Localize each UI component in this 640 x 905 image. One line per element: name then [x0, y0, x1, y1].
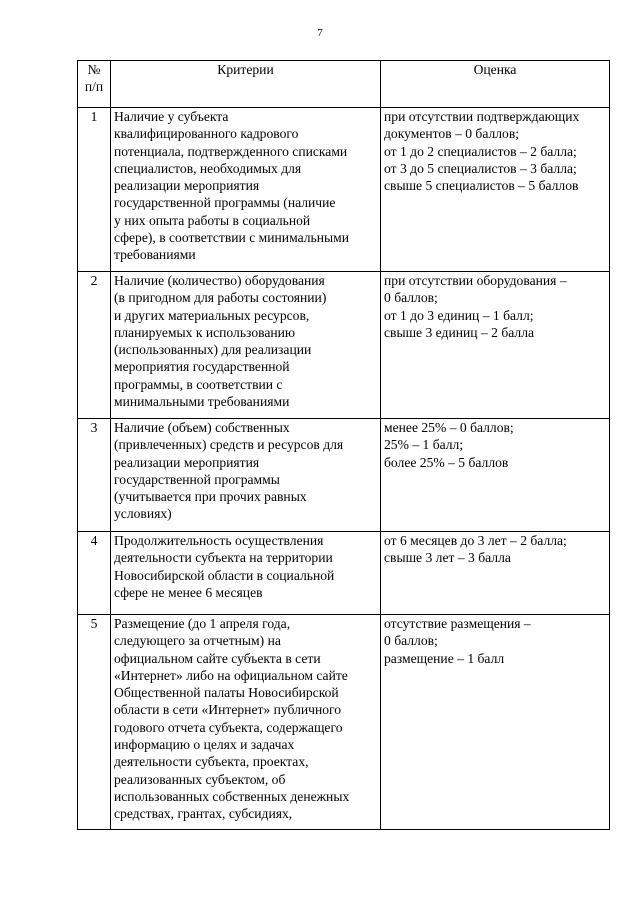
criteria-line: (привлеченных) средств и ресурсов для — [114, 437, 344, 453]
score-line: от 1 до 2 специалистов – 2 балла; — [384, 143, 577, 159]
criteria-line: Наличие (объем) собственных — [114, 420, 290, 435]
row-number: 4 — [78, 532, 111, 615]
criteria-line: области в сети «Интернет» публичного — [114, 702, 342, 718]
score-line: свыше 3 единиц – 2 балла — [384, 324, 535, 340]
criteria-line: Наличие у субъекта — [114, 109, 229, 124]
score-cell — [381, 272, 610, 419]
criteria-line: (в пригодном для работы состоянии) — [114, 290, 327, 306]
criteria-line: сфере), в соответствии с минимальными — [114, 230, 350, 246]
criteria-line: официальном сайте субъекта в сети — [114, 650, 321, 666]
criteria-line: квалифицированного кадрового — [114, 126, 299, 142]
score-line: от 6 месяцев до 3 лет – 2 балла; — [384, 533, 567, 548]
criteria-line: (использованных) для реализации — [114, 342, 312, 358]
criteria-line: программы, в соответствии с — [114, 376, 283, 392]
criteria-line: реализации мероприятия — [114, 454, 260, 470]
criteria-cell — [111, 532, 381, 615]
row-number: 1 — [78, 108, 111, 272]
criteria-line: планируемых к использованию — [114, 324, 296, 340]
criteria-line: специалистов, необходимых для — [114, 160, 302, 176]
criteria-line: минимальными требованиями — [114, 394, 290, 410]
criteria-line: государственной программы — [114, 471, 280, 487]
criteria-cell — [111, 108, 381, 272]
table-row — [78, 272, 610, 419]
header-number-line: п/п — [84, 79, 104, 95]
criteria-line: Продолжительность осуществления — [114, 533, 324, 548]
score-line: размещение – 1 балл — [384, 650, 505, 666]
score-line: 25% – 1 балл; — [384, 437, 464, 453]
header-score: Оценка — [381, 61, 610, 108]
table-row — [78, 108, 610, 272]
criteria-line: Общественной палаты Новосибирской — [114, 685, 339, 701]
criteria-line: использованных собственных денежных — [114, 788, 350, 804]
criteria-line: Наличие (количество) оборудования — [114, 273, 325, 288]
score-line: при отсутствии оборудования – — [384, 273, 567, 288]
criteria-cell — [111, 419, 381, 532]
score-line: свыше 3 лет – 3 балла — [384, 550, 511, 566]
header-number — [78, 61, 111, 108]
row-number: 3 — [78, 419, 111, 532]
score-line: при отсутствии подтверждающих — [384, 109, 580, 124]
table-row — [78, 419, 610, 532]
criteria-line: требованиями — [114, 247, 196, 263]
score-line: 0 баллов; — [384, 290, 438, 306]
criteria-line: «Интернет» либо на официальном сайте — [114, 667, 348, 683]
criteria-line: информацию о целях и задачах — [114, 737, 295, 753]
criteria-line: деятельности субъекта, проектах, — [114, 754, 309, 770]
score-line: отсутствие размещения – — [384, 616, 531, 631]
score-line: 0 баллов; — [384, 633, 438, 649]
criteria-line: и других материальных ресурсов, — [114, 307, 310, 323]
table-row — [78, 532, 610, 615]
table-body — [78, 108, 610, 830]
criteria-line: мероприятия государственной — [114, 359, 290, 375]
criteria-cell — [111, 272, 381, 419]
criteria-line: деятельности субъекта на территории — [114, 550, 333, 566]
row-number: 5 — [78, 615, 111, 830]
criteria-cell — [111, 615, 381, 830]
score-line: свыше 5 специалистов – 5 баллов — [384, 178, 579, 194]
criteria-line: условиях) — [114, 506, 172, 522]
score-cell — [381, 532, 610, 615]
criteria-line: реализации мероприятия — [114, 178, 260, 194]
criteria-line: (учитывается при прочих равных — [114, 489, 307, 505]
score-line: более 25% – 5 баллов — [384, 454, 509, 470]
page-number: 7 — [317, 27, 323, 39]
criteria-line: Новосибирской области в социальной — [114, 567, 335, 583]
criteria-line: годового отчета субъекта, содержащего — [114, 719, 343, 735]
header-number-line: № — [87, 62, 101, 77]
criteria-line: государственной программы (наличие — [114, 195, 336, 211]
criteria-line: Размещение (до 1 апреля года, — [114, 616, 291, 631]
score-cell — [381, 108, 610, 272]
criteria-line: средствах, грантах, субсидиях, — [114, 806, 293, 822]
score-cell — [381, 615, 610, 830]
score-line: от 3 до 5 специалистов – 3 балла; — [384, 160, 577, 176]
header-criteria: Критерии — [111, 61, 381, 108]
score-line: документов – 0 баллов; — [384, 126, 520, 142]
criteria-line: у них опыта работы в социальной — [114, 212, 311, 228]
criteria-line: реализованных субъектом, об — [114, 771, 286, 787]
table-header-row — [78, 61, 610, 108]
criteria-line: потенциала, подтвержденного списками — [114, 143, 348, 159]
criteria-line: сфере не менее 6 месяцев — [114, 584, 263, 600]
row-number: 2 — [78, 272, 111, 419]
score-cell — [381, 419, 610, 532]
table-row — [78, 615, 610, 830]
score-line: от 1 до 3 единиц – 1 балл; — [384, 307, 534, 323]
criteria-line: следующего за отчетным) на — [114, 633, 281, 649]
score-line: менее 25% – 0 баллов; — [384, 420, 514, 435]
criteria-table — [77, 60, 610, 830]
